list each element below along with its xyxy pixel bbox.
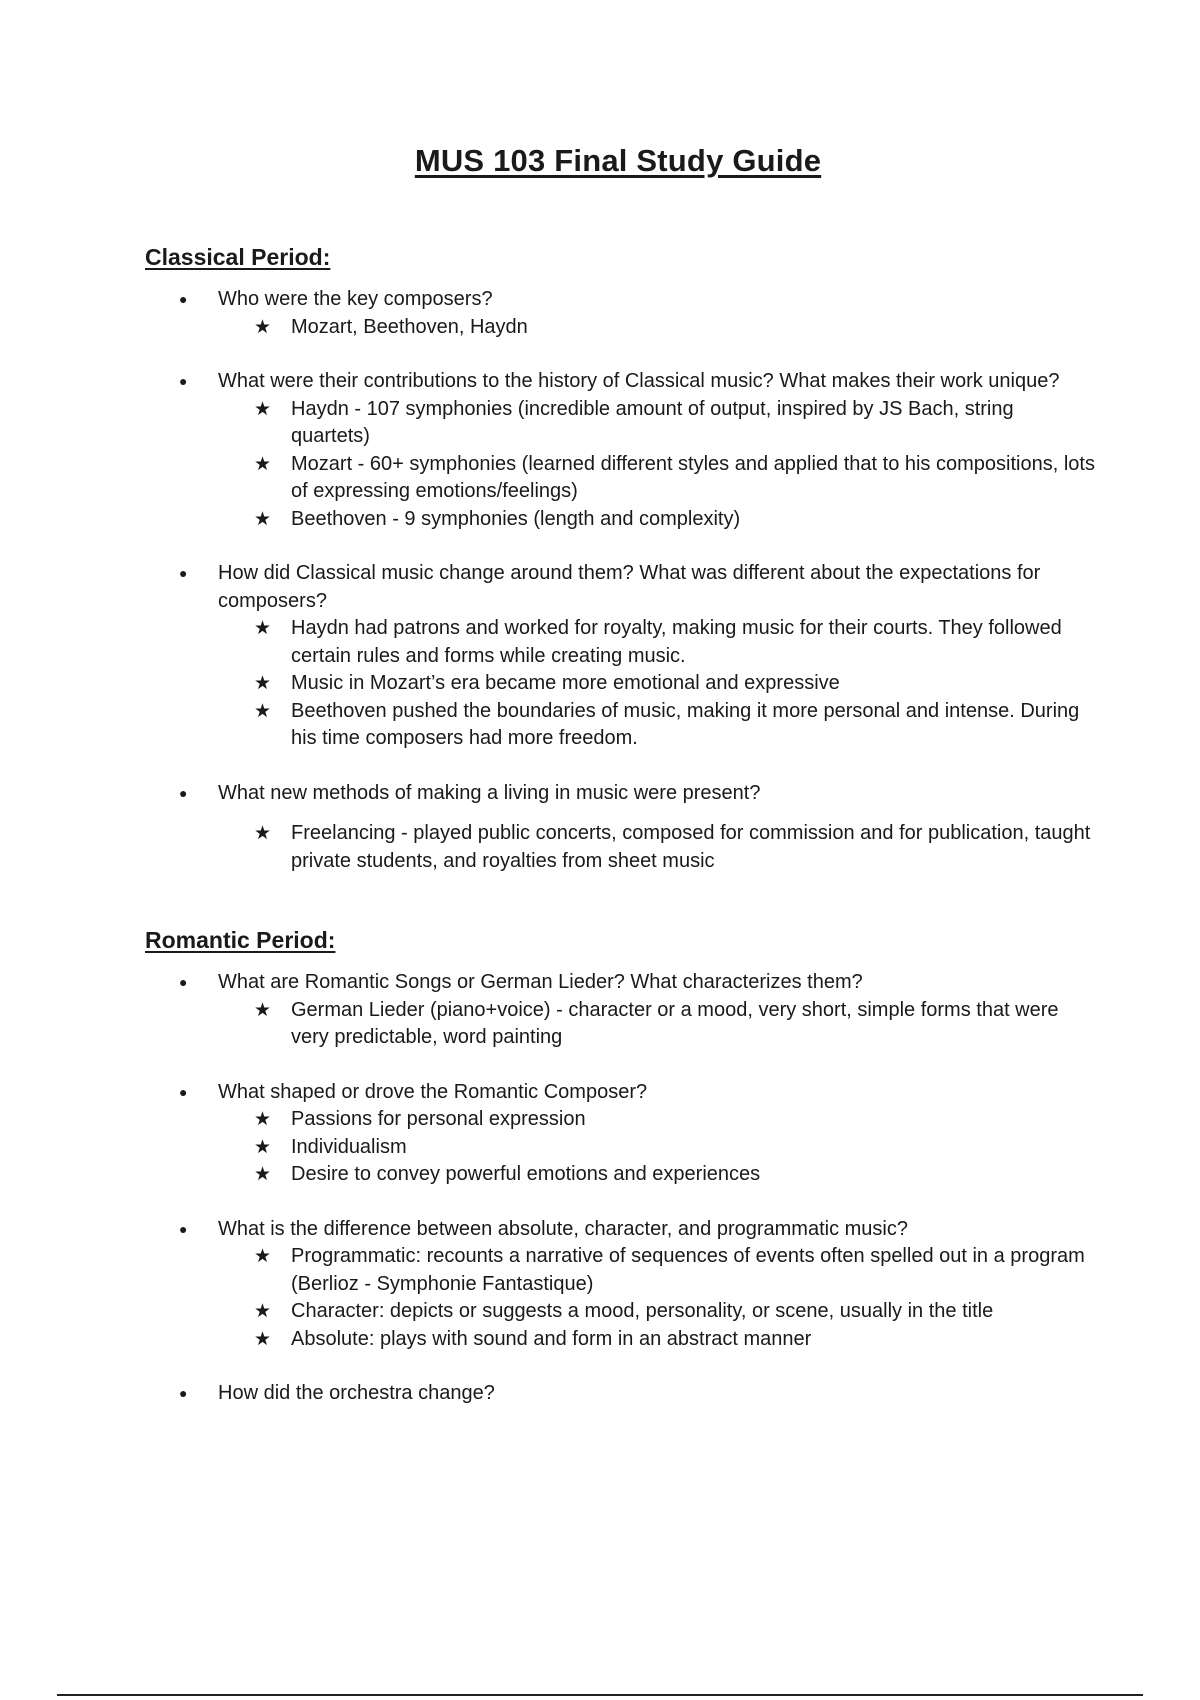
answer-list [218,820,1095,875]
answer-list [218,396,1095,534]
star-icon: ★ [254,397,272,420]
answer-text: Beethoven pushed the boundaries of music, making it more personal and intense. During his time composers had more freedom. [291,699,1080,749]
question-item [145,368,1095,533]
answer-text: Desire to convey powerful emotions and experiences [291,1163,761,1185]
bullet-icon: ● [179,1220,188,1237]
star-icon: ★ [254,998,272,1021]
question-text: What are Romantic Songs or German Lieder? What characterizes them? [218,971,863,993]
bullet-icon: ● [179,974,188,990]
document-body [145,242,1095,1408]
answer-item [218,820,1095,875]
section-heading-classical: Classical Period: [145,244,331,270]
answer-text: Beethoven - 9 symphonies (length and complexity) [291,507,741,530]
star-icon: ★ [254,1108,272,1130]
document-title: MUS 103 Final Study Guide [414,143,822,178]
question-text: What were their contributions to the history of Classical music? What makes their work unique? [218,370,1060,392]
answer-text: Passions for personal expression [291,1108,586,1130]
answer-text: Mozart - 60+ symphonies (learned different styles and applied that to his compositions, lots of expressing emotions/feelings) [291,452,1095,502]
star-icon: ★ [254,1163,272,1185]
question-item [145,1216,1095,1354]
star-icon: ★ [254,1327,272,1350]
answer-item [218,1106,1095,1134]
question-item [145,780,1095,876]
answer-text: Character: depicts or suggests a mood, personality, or scene, usually in the title [291,1300,994,1322]
answer-item [218,506,1095,534]
answer-text: Absolute: plays with sound and form in an abstract manner [291,1327,812,1350]
answer-text: Haydn had patrons and worked for royalty, making music for their courts. They followed certain rules and forms while creating music. [291,617,1062,667]
star-icon: ★ [254,617,272,639]
answer-item [218,698,1095,753]
question-list-classical [145,286,1095,875]
answer-text: Freelancing - played public concerts, composed for commission and for publication, taught private students, and royalties from sheet music [291,822,1091,872]
question-text: How did Classical music change around them? What was different about the expectations for composers? [218,562,1041,612]
question-item [145,1079,1095,1189]
star-icon: ★ [254,315,272,338]
answer-item [218,1243,1095,1298]
bullet-icon: ● [179,1083,188,1100]
question-text: How did the orchestra change? [218,1382,495,1404]
question-text: Who were the key composers? [218,288,493,310]
footer-divider [57,1694,1143,1696]
question-text: What shaped or drove the Romantic Composer? [218,1080,648,1103]
star-icon: ★ [254,1245,272,1267]
star-icon: ★ [254,699,272,722]
question-item [145,560,1095,753]
answer-item [218,314,1095,342]
star-icon: ★ [254,507,272,530]
question-item [145,969,1095,1052]
star-icon: ★ [254,452,272,475]
answer-item [218,670,1095,698]
answer-item [218,451,1095,506]
answer-list [218,997,1095,1052]
answer-list [218,615,1095,753]
answer-item [218,1326,1095,1354]
answer-item [218,1134,1095,1162]
answer-list [218,1106,1095,1189]
question-item [145,1380,1095,1408]
answer-list [218,314,1095,342]
star-icon: ★ [254,1135,272,1158]
answer-item [218,1298,1095,1326]
bullet-icon: ● [179,565,188,581]
question-item [145,286,1095,341]
answer-item [218,396,1095,451]
bullet-icon: ● [179,784,188,801]
star-icon: ★ [254,672,272,694]
bullet-icon: ● [179,291,188,307]
question-text: What new methods of making a living in music were present? [218,781,761,804]
star-icon: ★ [254,1300,272,1322]
answer-text: Mozart, Beethoven, Haydn [291,315,528,338]
answer-text: Individualism [291,1135,407,1158]
answer-item [218,1161,1095,1189]
answer-text: Haydn - 107 symphonies (incredible amount of output, inspired by JS Bach, string quartets) [291,397,1014,447]
answer-text: German Lieder (piano+voice) - character or a mood, very short, simple forms that were very predictable, word painting [291,998,1059,1048]
answer-text: Music in Mozart’s era became more emotional and expressive [291,672,840,694]
section-heading-romantic: Romantic Period: [145,927,336,953]
question-text: What is the difference between absolute, character, and programmatic music? [218,1217,908,1240]
answer-item [218,615,1095,670]
question-list-romantic [145,969,1095,1408]
star-icon: ★ [254,822,272,844]
answer-list [218,1243,1095,1353]
answer-text: Programmatic: recounts a narrative of sequences of events often spelled out in a program (Berlioz - Symphonie Fantastique) [291,1245,1085,1295]
bullet-icon: ● [179,373,188,389]
bullet-icon: ● [179,1385,188,1401]
answer-item [218,997,1095,1052]
